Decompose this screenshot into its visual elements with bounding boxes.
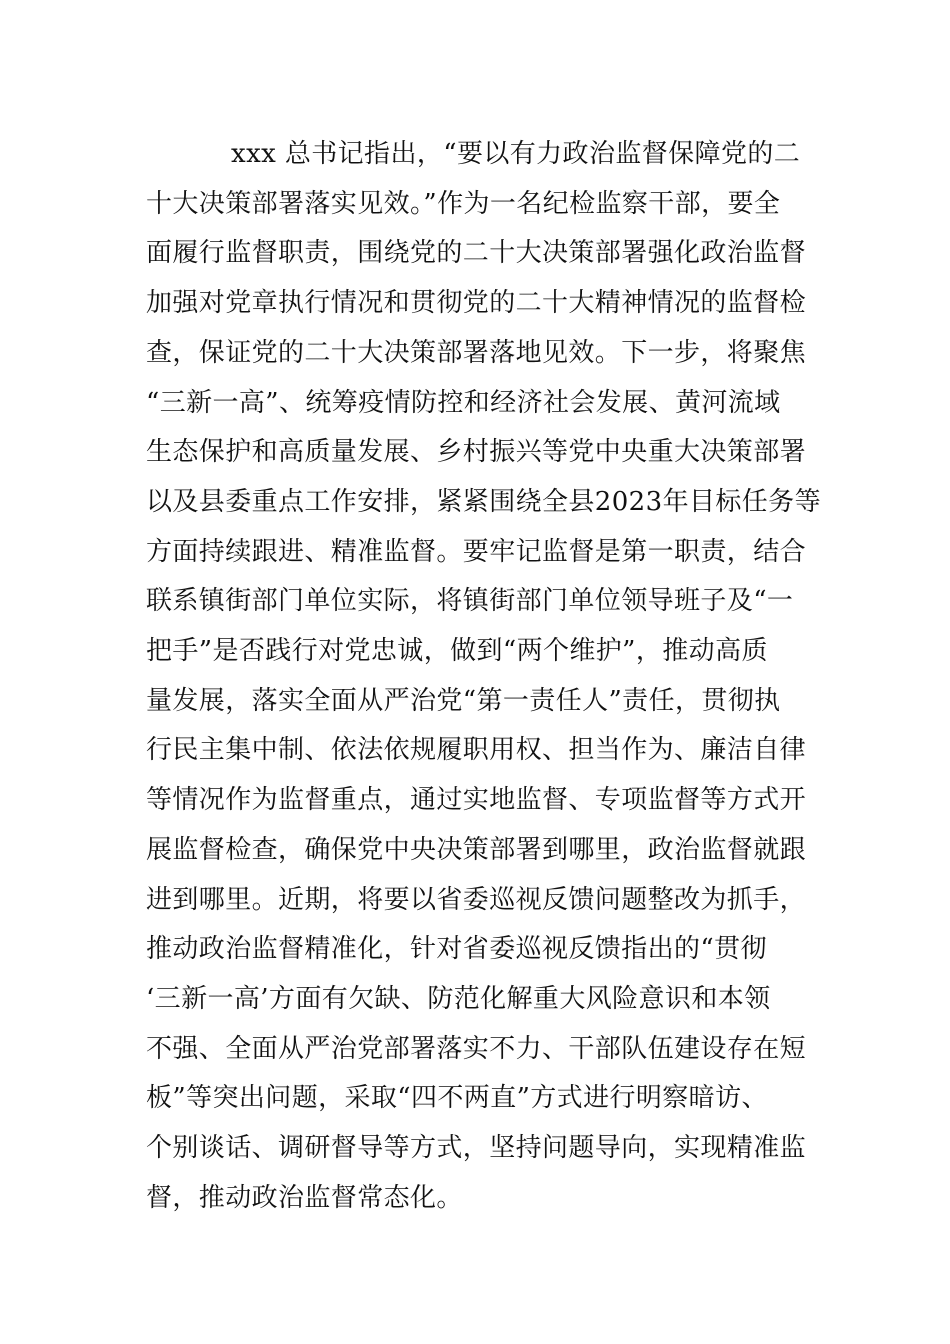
text-line-14: 等情况作为监督重点，通过实地监督、专项监督等方式开: [146, 785, 807, 816]
text-line-9: 方面持续跟进、精准监督。要牢记监督是第一职责，结合: [146, 536, 807, 567]
text-line-7: 生态保护和高质量发展、乡村振兴等党中央重大决策部署: [146, 437, 807, 468]
body-paragraph: [146, 130, 821, 1223]
text-line-11: 把手”是否践行对党忠诚，做到“两个维护”，推动高质: [146, 636, 768, 667]
text-line-4: 加强对党章执行情况和贯彻党的二十大精神情况的监督检: [146, 288, 807, 319]
text-line-22: 督，推动政治监督常态化。: [146, 1182, 463, 1213]
text-line-2: 十大决策部署落实见效。”作为一名纪检监察干部，要全: [146, 188, 781, 219]
text-line-12: 量发展，落实全面从严治党“第一责任人”责任，贯彻执: [146, 685, 781, 716]
text-line-18: ‘三新一高’方面有欠缺、防范化解重大风险意识和本领: [146, 983, 771, 1014]
text-line-6: “三新一高”、统筹疫情防控和经济社会发展、黄河流域: [146, 387, 781, 418]
text-line-19: 不强、全面从严治党部署落实不力、干部队伍建设存在短: [146, 1033, 807, 1064]
text-line-3: 面履行监督职责，围绕党的二十大决策部署强化政治监督: [146, 238, 807, 269]
text-line-10: 联系镇街部门单位实际，将镇街部门单位领导班子及“一: [146, 586, 794, 617]
text-line-21: 个别谈话、调研督导等方式，坚持问题导向，实现精准监: [146, 1133, 807, 1164]
text-line-17: 推动政治监督精准化，针对省委巡视反馈指出的“贯彻: [146, 934, 767, 965]
text-line-13: 行民主集中制、依法依规履职用权、担当作为、廉洁自律: [146, 735, 807, 766]
text-line-15: 展监督检查，确保党中央决策部署到哪里，政治监督就跟: [146, 834, 807, 865]
text-line-1: xxx 总书记指出，“要以有力政治监督保障党的二: [231, 139, 801, 169]
text-line-5: 查，保证党的二十大决策部署落地见效。下一步，将聚焦: [146, 337, 807, 368]
text-line-20: 板”等突出问题，采取“四不两直”方式进行明察暗访、: [146, 1083, 768, 1114]
text-line-16: 进到哪里。近期，将要以省委巡视反馈问题整改为抓手，: [146, 884, 807, 915]
text-line-8: 以及县委重点工作安排，紧紧围绕全县2023年目标任务等: [146, 486, 821, 517]
